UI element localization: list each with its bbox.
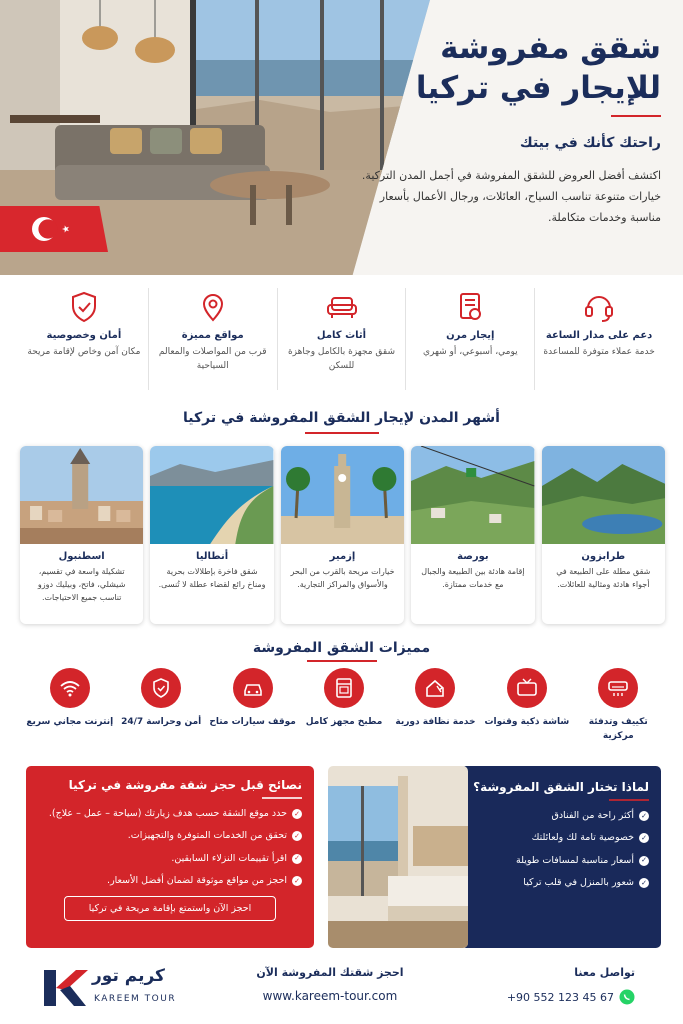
star-icon bbox=[62, 225, 69, 232]
cities-heading-underline bbox=[305, 432, 379, 434]
amenity-label: مطبخ مجهز كامل bbox=[305, 717, 383, 727]
car-icon bbox=[241, 676, 265, 700]
amenity-ac bbox=[573, 668, 664, 752]
why-choose-panel bbox=[461, 766, 661, 948]
amenity-label: خدمة نظافة دورية bbox=[395, 717, 476, 727]
amenity-parking bbox=[207, 668, 298, 752]
amenity-kitchen bbox=[298, 668, 389, 752]
city-name: اسطنبول bbox=[58, 551, 105, 562]
why-item: ✓ شعور بالمنزل في قلب تركيا bbox=[473, 876, 649, 890]
hero-description: اكتشف أفضل العروض للشقق المفروشة في أجمل المدن التركية. خيارات متنوعة تناسب السياح، العائلات، ورجال الأعمال بأسعار مناسبة وخدمات متكاملة. bbox=[361, 168, 661, 225]
city-card-bursa[interactable] bbox=[411, 446, 534, 624]
shield-check-icon bbox=[67, 290, 101, 324]
city-name: أنطاليا bbox=[195, 551, 229, 562]
headset-icon bbox=[582, 290, 616, 324]
wifi-icon bbox=[58, 676, 82, 700]
phone-number[interactable]: +90 552 123 45 67 bbox=[506, 990, 614, 1004]
ac-icon bbox=[606, 676, 630, 700]
footer bbox=[0, 958, 683, 1024]
amenity-wifi bbox=[24, 668, 115, 752]
check-icon: ✓ bbox=[292, 809, 302, 819]
amenities-row bbox=[24, 668, 664, 752]
feature-desc: خدمة عملاء متوفرة للمساعدة bbox=[543, 347, 655, 357]
feature-title: إيجار مرن bbox=[446, 330, 495, 341]
tip-item: ✓ تحقق من الخدمات المتوفرة والتجهيزات. bbox=[38, 829, 302, 843]
tips-title: نصائح قبل حجز شقة مفروشة في تركيا bbox=[68, 778, 302, 792]
shield-icon bbox=[149, 676, 173, 700]
feature-furniture bbox=[277, 288, 406, 390]
check-icon: ✓ bbox=[639, 856, 649, 866]
check-icon: ✓ bbox=[292, 876, 302, 886]
feature-title: مواقع مميزة bbox=[181, 330, 244, 341]
feature-desc: يومي، أسبوعي، أو شهري bbox=[422, 347, 518, 357]
why-item: ✓ خصوصية تامة لك ولعائلتك bbox=[473, 831, 649, 845]
feature-support bbox=[534, 288, 663, 390]
feature-locations bbox=[148, 288, 277, 390]
city-card-trabzon[interactable] bbox=[542, 446, 665, 624]
city-desc: شقق مطلة على الطبيعة في أجواء هادئة ومثالية للعائلات. bbox=[556, 567, 651, 589]
turkey-flag-ribbon bbox=[0, 206, 108, 252]
feature-title: دعم على مدار الساعة bbox=[545, 330, 653, 341]
city-name: طرابزون bbox=[581, 551, 626, 562]
bursa-image bbox=[411, 446, 534, 544]
whatsapp-icon[interactable] bbox=[619, 989, 635, 1005]
hero-title-line1: شقق مفروشة bbox=[440, 30, 661, 66]
feature-desc: مكان آمن وخاص لإقامة مريحة bbox=[27, 347, 141, 357]
bedroom-image bbox=[328, 766, 468, 948]
city-desc: خيارات مريحة بالقرب من البحر والأسواق والمراكز التجارية. bbox=[290, 567, 395, 589]
city-name: بورصة bbox=[457, 551, 489, 562]
amenity-label: موقف سيارات متاح bbox=[209, 717, 296, 727]
why-title: لماذا تختار الشقق المفروشة؟ bbox=[473, 780, 649, 794]
city-card-antalya[interactable] bbox=[150, 446, 273, 624]
sofa-icon bbox=[325, 290, 359, 324]
feature-title: أثاث كامل bbox=[316, 330, 367, 341]
feature-flexible-rent bbox=[405, 288, 534, 390]
cleaning-icon bbox=[423, 676, 447, 700]
hero-title-line2: للإيجار في تركيا bbox=[415, 70, 661, 107]
features-row bbox=[20, 288, 663, 390]
check-icon: ✓ bbox=[639, 811, 649, 821]
amenities-heading-underline bbox=[307, 660, 377, 662]
brand-logo bbox=[40, 962, 180, 1012]
amenity-cleaning bbox=[390, 668, 481, 752]
book-label: احجز شقتك المفروشة الآن bbox=[256, 966, 404, 979]
city-card-izmir[interactable] bbox=[281, 446, 404, 624]
cities-row bbox=[20, 446, 665, 624]
check-icon: ✓ bbox=[292, 854, 302, 864]
amenity-label: إنترنت مجاني سريع bbox=[26, 717, 114, 727]
istanbul-image bbox=[20, 446, 143, 544]
trabzon-image bbox=[542, 446, 665, 544]
tip-item: ✓ حدد موقع الشقة حسب هدف زيارتك (سياحة – عمل – علاج). bbox=[38, 807, 302, 821]
amenity-label: شاشة ذكية وقنوات bbox=[484, 717, 570, 727]
tip-item: ✓ احجز من مواقع موثوقة لضمان أفضل الأسعار. bbox=[38, 874, 302, 888]
feature-desc: شقق مجهزة بالكامل وجاهزة للسكن bbox=[287, 347, 396, 372]
brand-name-en: KAREEM TOUR bbox=[94, 994, 177, 1004]
kareem-tour-logo-icon bbox=[40, 962, 92, 1012]
booking-tips-panel bbox=[26, 766, 314, 948]
city-desc: إقامة هادئة بين الطبيعة والجبال مع خدمات ممتازة. bbox=[421, 567, 525, 589]
contract-icon bbox=[453, 290, 487, 324]
feature-desc: قرب من المواصلات والمعالم السياحية bbox=[158, 347, 267, 372]
website-link[interactable]: www.kareem-tour.com bbox=[262, 989, 398, 1003]
brand-name-ar: كريم تور bbox=[92, 966, 165, 986]
amenity-label: تكييف وتدفئة مركزية bbox=[588, 717, 648, 742]
hero-section bbox=[0, 0, 683, 275]
tip-item: ✓ اقرأ تقييمات النزلاء السابقين. bbox=[38, 852, 302, 866]
check-icon: ✓ bbox=[292, 831, 302, 841]
amenities-heading: مميزات الشقق المفروشة bbox=[252, 640, 431, 656]
title-underline bbox=[611, 115, 661, 117]
city-card-istanbul[interactable] bbox=[20, 446, 143, 624]
amenity-security bbox=[115, 668, 206, 752]
why-item: ✓ أسعار مناسبة لمسافات طويلة bbox=[473, 854, 649, 868]
city-desc: شقق فاخرة بإطلالات بحرية ومناخ رائع لقضاء عطلة لا تُنسى. bbox=[158, 567, 266, 589]
check-icon: ✓ bbox=[639, 833, 649, 843]
contact-label: تواصل معنا bbox=[574, 966, 635, 979]
why-item: ✓ أكثر راحة من الفنادق bbox=[473, 809, 649, 823]
location-pin-icon bbox=[196, 290, 230, 324]
check-icon: ✓ bbox=[639, 878, 649, 888]
izmir-image bbox=[281, 446, 404, 544]
feature-security bbox=[20, 288, 148, 390]
tv-icon bbox=[515, 676, 539, 700]
feature-title: أمان وخصوصية bbox=[46, 330, 122, 341]
kitchen-icon bbox=[332, 676, 356, 700]
book-now-button[interactable]: احجز الآن واستمتع بإقامة مريحة في تركيا bbox=[64, 896, 276, 921]
cities-heading: أشهر المدن لإيجار الشقق المفروشة في تركيا bbox=[183, 410, 500, 426]
amenity-label: أمن وحراسة 24/7 bbox=[121, 717, 202, 727]
hero-subtitle: راحتك كأنك في بيتك bbox=[519, 134, 661, 151]
city-name: إزمير bbox=[329, 551, 356, 562]
city-desc: تشكيلة واسعة في تقسيم، شيشلي، فاتح، وبيليك دوزو تناسب جميع الاحتياجات. bbox=[37, 567, 126, 602]
antalya-image bbox=[150, 446, 273, 544]
amenity-tv bbox=[481, 668, 572, 752]
